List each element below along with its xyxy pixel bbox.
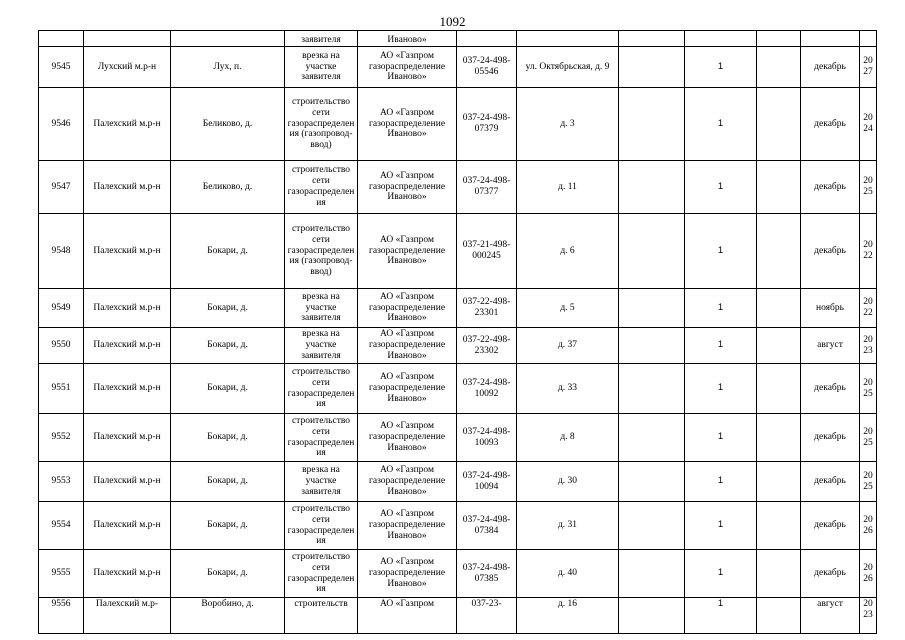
cell-blank <box>757 328 801 364</box>
cell-month: декабрь <box>801 161 860 214</box>
cell-district: Палехский м.р-н <box>84 328 171 364</box>
table-row <box>39 289 877 328</box>
cell-district: Палехский м.р-н <box>84 462 171 502</box>
gasification-table <box>38 30 877 634</box>
cell-org: АО «Газпром газораспределение Иваново» <box>358 47 457 88</box>
cell-number: 9554 <box>39 502 84 550</box>
cell-year: 2027 <box>860 47 877 88</box>
cell-month: декабрь <box>801 414 860 462</box>
cell-code: 037-24-498-10093 <box>457 414 517 462</box>
table-row <box>39 88 877 161</box>
cell-address: д. 31 <box>517 502 619 550</box>
cell-kind: строительств <box>285 598 358 634</box>
cell-code: 037-24-498-07385 <box>457 550 517 598</box>
cell-district: Палехский м.р-н <box>84 289 171 328</box>
cell-kind: врезка на участке заявителя <box>285 328 358 364</box>
cell-address: д. 40 <box>517 550 619 598</box>
cell-quantity: 1 <box>685 364 757 414</box>
cell-org: АО «Газпром газораспределение Иваново» <box>358 462 457 502</box>
cell-blank <box>619 289 685 328</box>
cell-blank <box>757 161 801 214</box>
cell-number: 9552 <box>39 414 84 462</box>
cell-number: 9556 <box>39 598 84 634</box>
cell-address: д. 6 <box>517 214 619 289</box>
cell-year: 2025 <box>860 364 877 414</box>
cell-blank <box>757 550 801 598</box>
cell-address: д. 37 <box>517 328 619 364</box>
table-row <box>39 364 877 414</box>
cell-org: АО «Газпром газораспределение Иваново» <box>358 289 457 328</box>
cell-quantity: 1 <box>685 214 757 289</box>
cell-address: ул. Октябрьская, д. 9 <box>517 47 619 88</box>
cell-kind: строительство сети газораспределения (газопровод-ввод) <box>285 88 358 161</box>
cell-settlement: Бокари, д. <box>171 550 285 598</box>
cell-district: Палехский м.р- <box>84 598 171 634</box>
cell-org: АО «Газпром <box>358 598 457 634</box>
cell-number: 9546 <box>39 88 84 161</box>
cell-org: АО «Газпром газораспределение Иваново» <box>358 161 457 214</box>
cell-quantity: 1 <box>685 88 757 161</box>
cell-kind: заявителя <box>285 31 358 47</box>
cell-year: 2026 <box>860 502 877 550</box>
cell-month: декабрь <box>801 550 860 598</box>
cell-code: 037-23- <box>457 598 517 634</box>
cell-address: д. 5 <box>517 289 619 328</box>
cell-org: АО «Газпром газораспределение Иваново» <box>358 364 457 414</box>
page-number: 1092 <box>439 14 466 29</box>
cell-settlement: Бокари, д. <box>171 364 285 414</box>
cell-district: Палехский м.р-н <box>84 364 171 414</box>
cell-month: декабрь <box>801 462 860 502</box>
cell-kind: строительство сети газораспределения (газопровод-ввод) <box>285 214 358 289</box>
cell-settlement: Бокари, д. <box>171 414 285 462</box>
cell-kind: врезка на участке заявителя <box>285 462 358 502</box>
cell-blank <box>757 47 801 88</box>
cell-month: ноябрь <box>801 289 860 328</box>
cell-quantity: 1 <box>685 502 757 550</box>
cell-kind: строительство сети газораспределения <box>285 550 358 598</box>
table-row <box>39 328 877 364</box>
cell-quantity: 1 <box>685 161 757 214</box>
cell-year: 2022 <box>860 214 877 289</box>
cell-org: АО «Газпром газораспределение Иваново» <box>358 550 457 598</box>
cell-blank <box>619 161 685 214</box>
cell-kind: строительство сети газораспределения <box>285 502 358 550</box>
cell-blank <box>619 462 685 502</box>
cell-district: Палехский м.р-н <box>84 414 171 462</box>
cell-month: август <box>801 598 860 634</box>
cell-settlement: Бокари, д. <box>171 289 285 328</box>
cell-org: АО «Газпром газораспределение Иваново» <box>358 88 457 161</box>
table-row <box>39 598 877 634</box>
table-row <box>39 414 877 462</box>
cell-district: Палехский м.р-н <box>84 161 171 214</box>
cell-year: 2026 <box>860 550 877 598</box>
cell-address: д. 16 <box>517 598 619 634</box>
cell-settlement: Беликово, д. <box>171 161 285 214</box>
cell-blank <box>757 88 801 161</box>
cell-settlement: Бокари, д. <box>171 328 285 364</box>
cell-address: д. 33 <box>517 364 619 414</box>
cell-blank <box>619 214 685 289</box>
cell-kind: строительство сети газораспределения <box>285 414 358 462</box>
cell-address: д. 11 <box>517 161 619 214</box>
cell-blank <box>757 502 801 550</box>
cell-number: 9549 <box>39 289 84 328</box>
cell-district: Палехский м.р-н <box>84 214 171 289</box>
cell-blank <box>757 289 801 328</box>
cell-blank <box>757 364 801 414</box>
cell-year: 2025 <box>860 161 877 214</box>
cell-org: АО «Газпром газораспределение Иваново» <box>358 502 457 550</box>
cell-blank <box>619 414 685 462</box>
cell-number: 9550 <box>39 328 84 364</box>
cell-blank <box>757 598 801 634</box>
cell-org: АО «Газпром газораспределение Иваново» <box>358 214 457 289</box>
cell-year: 2025 <box>860 414 877 462</box>
cell-blank <box>619 328 685 364</box>
table-row <box>39 462 877 502</box>
table-row <box>39 214 877 289</box>
cell-blank <box>619 598 685 634</box>
cell-code: 037-22-498-23302 <box>457 328 517 364</box>
cell-org: Иваново» <box>358 31 457 47</box>
cell-kind: строительство сети газораспределения <box>285 364 358 414</box>
cell-kind: врезка на участке заявителя <box>285 289 358 328</box>
cell-year: 2024 <box>860 88 877 161</box>
cell-address: д. 30 <box>517 462 619 502</box>
cell-blank <box>757 462 801 502</box>
cell-address: д. 8 <box>517 414 619 462</box>
cell-kind: строительство сети газораспределения <box>285 161 358 214</box>
cell-month: декабрь <box>801 364 860 414</box>
cell-code: 037-24-498-07377 <box>457 161 517 214</box>
table-row <box>39 47 877 88</box>
cell-code: 037-24-498-07384 <box>457 502 517 550</box>
cell-code: 037-21-498-000245 <box>457 214 517 289</box>
cell-settlement: Бокари, д. <box>171 214 285 289</box>
cell-code: 037-24-498-10092 <box>457 364 517 414</box>
table-row-continuation <box>39 31 877 47</box>
cell-settlement: Воробино, д. <box>171 598 285 634</box>
cell-number: 9547 <box>39 161 84 214</box>
cell-kind: врезка на участке заявителя <box>285 47 358 88</box>
cell-quantity: 1 <box>685 550 757 598</box>
cell-quantity: 1 <box>685 47 757 88</box>
cell-blank <box>757 414 801 462</box>
cell-number: 9551 <box>39 364 84 414</box>
cell-number: 9548 <box>39 214 84 289</box>
cell-settlement: Беликово, д. <box>171 88 285 161</box>
cell-year: 2023 <box>860 598 877 634</box>
cell-district: Лухский м.р-н <box>84 47 171 88</box>
cell-quantity: 1 <box>685 414 757 462</box>
cell-code: 037-22-498-23301 <box>457 289 517 328</box>
cell-district: Палехский м.р-н <box>84 88 171 161</box>
cell-quantity: 1 <box>685 328 757 364</box>
cell-blank <box>619 88 685 161</box>
cell-district: Палехский м.р-н <box>84 502 171 550</box>
cell-year: 2025 <box>860 462 877 502</box>
cell-blank <box>619 550 685 598</box>
cell-code: 037-24-498-10094 <box>457 462 517 502</box>
cell-quantity: 1 <box>685 598 757 634</box>
cell-month: декабрь <box>801 502 860 550</box>
cell-blank <box>619 502 685 550</box>
cell-month: декабрь <box>801 214 860 289</box>
cell-blank <box>619 364 685 414</box>
cell-month: декабрь <box>801 88 860 161</box>
cell-number: 9555 <box>39 550 84 598</box>
cell-year: 2022 <box>860 289 877 328</box>
cell-blank <box>757 214 801 289</box>
cell-code: 037-24-498-05546 <box>457 47 517 88</box>
cell-number: 9545 <box>39 47 84 88</box>
cell-district: Палехский м.р-н <box>84 550 171 598</box>
cell-year: 2023 <box>860 328 877 364</box>
cell-code: 037-24-498-07379 <box>457 88 517 161</box>
cell-quantity: 1 <box>685 462 757 502</box>
cell-month: август <box>801 328 860 364</box>
cell-address: д. 3 <box>517 88 619 161</box>
cell-quantity: 1 <box>685 289 757 328</box>
cell-settlement: Бокари, д. <box>171 462 285 502</box>
cell-org: АО «Газпром газораспределение Иваново» <box>358 328 457 364</box>
cell-number: 9553 <box>39 462 84 502</box>
cell-settlement: Бокари, д. <box>171 502 285 550</box>
cell-month: декабрь <box>801 47 860 88</box>
table-row <box>39 161 877 214</box>
table-row <box>39 502 877 550</box>
cell-blank <box>619 47 685 88</box>
cell-org: АО «Газпром газораспределение Иваново» <box>358 414 457 462</box>
cell-settlement: Лух, п. <box>171 47 285 88</box>
table-row <box>39 550 877 598</box>
